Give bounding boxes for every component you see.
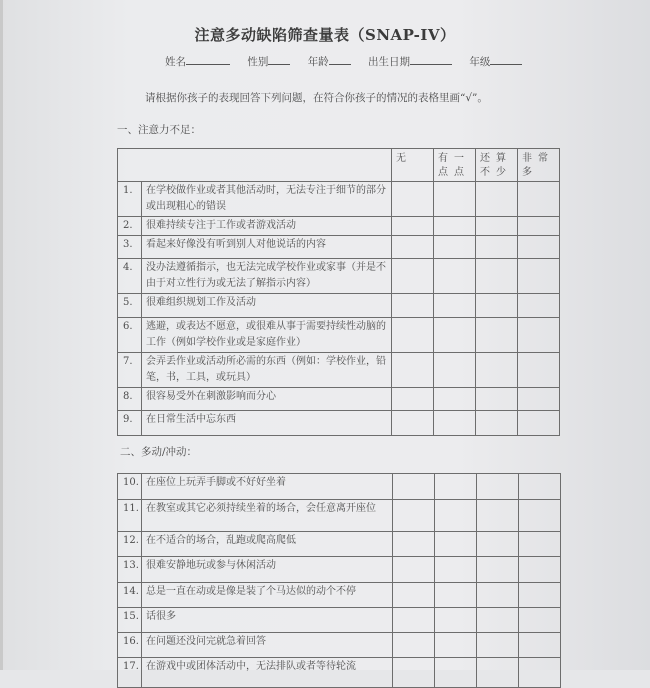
answer-cell-none[interactable]	[393, 474, 435, 500]
birthdate-blank[interactable]	[410, 54, 452, 65]
answer-cell-quite-a-bit[interactable]	[477, 583, 519, 608]
table-row	[118, 182, 560, 217]
answer-cell-a-little[interactable]	[435, 608, 477, 633]
item-text: 话很多	[142, 608, 393, 633]
answer-cell-none[interactable]	[393, 633, 435, 658]
table-row	[118, 608, 561, 633]
age-blank[interactable]	[329, 54, 351, 65]
info-grade: 年级	[469, 54, 522, 69]
item-number: 2.	[118, 217, 142, 236]
answer-cell-quite-a-bit[interactable]	[477, 608, 519, 633]
info-name: 姓名	[165, 54, 230, 69]
item-number: 5.	[118, 294, 142, 318]
answer-cell-very-much[interactable]	[518, 182, 560, 217]
answer-cell-very-much[interactable]	[518, 353, 560, 388]
answer-cell-none[interactable]	[393, 532, 435, 557]
answer-cell-a-little[interactable]	[434, 353, 476, 388]
answer-cell-a-little[interactable]	[434, 217, 476, 236]
answer-cell-a-little[interactable]	[435, 633, 477, 658]
table-row	[118, 294, 560, 318]
instruction-text: 请根据你孩子的表现回答下列问题，在符合你孩子的情况的表格里画“√”。	[145, 92, 488, 104]
section-heading-inattention: 一、注意力不足：	[117, 124, 201, 136]
table-row	[118, 474, 561, 500]
answer-cell-none[interactable]	[392, 259, 434, 294]
answer-cell-a-little[interactable]	[435, 583, 477, 608]
answer-cell-quite-a-bit[interactable]	[476, 294, 518, 318]
table-row	[118, 259, 560, 294]
table-header-row	[118, 149, 560, 182]
item-number: 4.	[118, 259, 142, 294]
item-text: 在不适合的场合，乱跑或爬高爬低	[142, 532, 393, 557]
answer-cell-a-little[interactable]	[434, 259, 476, 294]
page-edge	[0, 0, 3, 670]
answer-cell-quite-a-bit[interactable]	[477, 633, 519, 658]
table-row	[118, 633, 561, 658]
answer-cell-very-much[interactable]	[518, 294, 560, 318]
table-row	[118, 411, 560, 436]
col-header-a-little: 有一点点	[434, 149, 476, 182]
answer-cell-none[interactable]	[393, 583, 435, 608]
item-number: 15.	[118, 608, 142, 633]
item-text: 很难安静地玩或参与休闲活动	[142, 557, 393, 583]
answer-cell-none[interactable]	[393, 608, 435, 633]
answer-cell-none[interactable]	[392, 318, 434, 353]
item-number: 17.	[118, 658, 142, 688]
table-row	[118, 318, 560, 353]
answer-cell-none[interactable]	[392, 388, 434, 411]
item-number: 3.	[118, 236, 142, 259]
answer-cell-a-little[interactable]	[434, 388, 476, 411]
info-age: 年龄	[308, 54, 351, 69]
table-row	[118, 532, 561, 557]
answer-cell-a-little[interactable]	[434, 318, 476, 353]
answer-cell-very-much[interactable]	[519, 474, 561, 500]
answer-cell-none[interactable]	[392, 411, 434, 436]
answer-cell-very-much[interactable]	[518, 318, 560, 353]
answer-cell-none[interactable]	[393, 658, 435, 688]
answer-cell-none[interactable]	[392, 217, 434, 236]
header-blank-cell	[118, 149, 392, 182]
hyperactivity-table	[117, 473, 561, 688]
answer-cell-a-little[interactable]	[434, 236, 476, 259]
answer-cell-very-much[interactable]	[519, 500, 561, 532]
item-text: 在座位上玩弄手脚或不好好坐着	[142, 474, 393, 500]
answer-cell-very-much[interactable]	[519, 532, 561, 557]
answer-cell-quite-a-bit[interactable]	[476, 259, 518, 294]
answer-cell-quite-a-bit[interactable]	[476, 353, 518, 388]
answer-cell-very-much[interactable]	[519, 608, 561, 633]
answer-cell-a-little[interactable]	[434, 294, 476, 318]
item-text: 在游戏中或团体活动中，无法排队或者等待轮流	[142, 658, 393, 688]
answer-cell-very-much[interactable]	[519, 633, 561, 658]
item-text: 没办法遵循指示，也无法完成学校作业或家事（并是不由于对立性行为或无法了解指示内容）	[142, 259, 392, 294]
grade-blank[interactable]	[490, 54, 522, 65]
table-row	[118, 500, 561, 532]
answer-cell-a-little[interactable]	[435, 658, 477, 688]
answer-cell-a-little[interactable]	[434, 411, 476, 436]
answer-cell-quite-a-bit[interactable]	[476, 236, 518, 259]
table-row	[118, 353, 560, 388]
item-number: 6.	[118, 318, 142, 353]
table-row	[118, 236, 560, 259]
answer-cell-quite-a-bit[interactable]	[476, 411, 518, 436]
item-number: 9.	[118, 411, 142, 436]
respondent-info-line	[165, 54, 536, 69]
answer-cell-quite-a-bit[interactable]	[477, 557, 519, 583]
item-number: 10.	[118, 474, 142, 500]
item-text: 在日常生活中忘东西	[142, 411, 392, 436]
item-text: 在学校做作业或者其他活动时，无法专注于细节的部分或出现粗心的错误	[142, 182, 392, 217]
item-number: 14.	[118, 583, 142, 608]
table-row	[118, 658, 561, 688]
answer-cell-very-much[interactable]	[519, 583, 561, 608]
item-number: 16.	[118, 633, 142, 658]
answer-cell-very-much[interactable]	[518, 217, 560, 236]
answer-cell-quite-a-bit[interactable]	[477, 474, 519, 500]
item-text: 在问题还没问完就急着回答	[142, 633, 393, 658]
answer-cell-none[interactable]	[392, 353, 434, 388]
answer-cell-none[interactable]	[393, 500, 435, 532]
answer-cell-quite-a-bit[interactable]	[477, 532, 519, 557]
item-number: 8.	[118, 388, 142, 411]
answer-cell-none[interactable]	[392, 182, 434, 217]
item-text: 总是一直在动或是像是装了个马达似的动个不停	[142, 583, 393, 608]
info-birthdate: 出生日期	[368, 54, 452, 69]
answer-cell-very-much[interactable]	[518, 236, 560, 259]
table-row	[118, 583, 561, 608]
name-blank[interactable]	[186, 54, 230, 65]
answer-cell-very-much[interactable]	[518, 388, 560, 411]
answer-cell-very-much[interactable]	[519, 557, 561, 583]
table-row	[118, 557, 561, 583]
col-header-very-much: 非常多	[518, 149, 560, 182]
gender-blank[interactable]	[268, 54, 290, 65]
answer-cell-none[interactable]	[392, 294, 434, 318]
answer-cell-a-little[interactable]	[435, 532, 477, 557]
item-number: 7.	[118, 353, 142, 388]
col-header-quite-a-bit: 还算不少	[476, 149, 518, 182]
item-text: 在教室或其它必须持续坐着的场合，会任意离开座位	[142, 500, 393, 532]
answer-cell-quite-a-bit[interactable]	[477, 658, 519, 688]
info-gender: 性别	[247, 54, 290, 69]
answer-cell-none[interactable]	[393, 557, 435, 583]
item-number: 12.	[118, 532, 142, 557]
item-number: 13.	[118, 557, 142, 583]
answer-cell-quite-a-bit[interactable]	[476, 388, 518, 411]
item-text: 看起来好像没有听到别人对他说话的内容	[142, 236, 392, 259]
item-number: 11.	[118, 500, 142, 532]
table-row	[118, 217, 560, 236]
answer-cell-quite-a-bit[interactable]	[476, 318, 518, 353]
item-text: 会弄丢作业或活动所必需的东西（例如：学校作业，铅笔，书，工具，或玩具）	[142, 353, 392, 388]
answer-cell-very-much[interactable]	[518, 259, 560, 294]
answer-cell-a-little[interactable]	[435, 500, 477, 532]
page-title: 注意多动缺陷筛查量表（SNAP-IV）	[194, 26, 456, 44]
table-row	[118, 388, 560, 411]
item-text: 很难组织规划工作及活动	[142, 294, 392, 318]
item-number: 1.	[118, 182, 142, 217]
answer-cell-none[interactable]	[392, 236, 434, 259]
answer-cell-a-little[interactable]	[434, 182, 476, 217]
answer-cell-quite-a-bit[interactable]	[476, 217, 518, 236]
answer-cell-a-little[interactable]	[435, 474, 477, 500]
answer-cell-a-little[interactable]	[435, 557, 477, 583]
item-text: 逃避，或表达不愿意，或很难从事于需要持续性动脑的工作（例如学校作业或是家庭作业）	[142, 318, 392, 353]
answer-cell-quite-a-bit[interactable]	[476, 182, 518, 217]
item-text: 很难持续专注于工作或者游戏活动	[142, 217, 392, 236]
answer-cell-very-much[interactable]	[518, 411, 560, 436]
col-header-none: 无	[392, 149, 434, 182]
section-heading-hyperactivity: 二、多动/冲动：	[120, 446, 198, 458]
inattention-table	[117, 148, 560, 436]
answer-cell-quite-a-bit[interactable]	[477, 500, 519, 532]
item-text: 很容易受外在刺激影响而分心	[142, 388, 392, 411]
answer-cell-very-much[interactable]	[519, 658, 561, 688]
